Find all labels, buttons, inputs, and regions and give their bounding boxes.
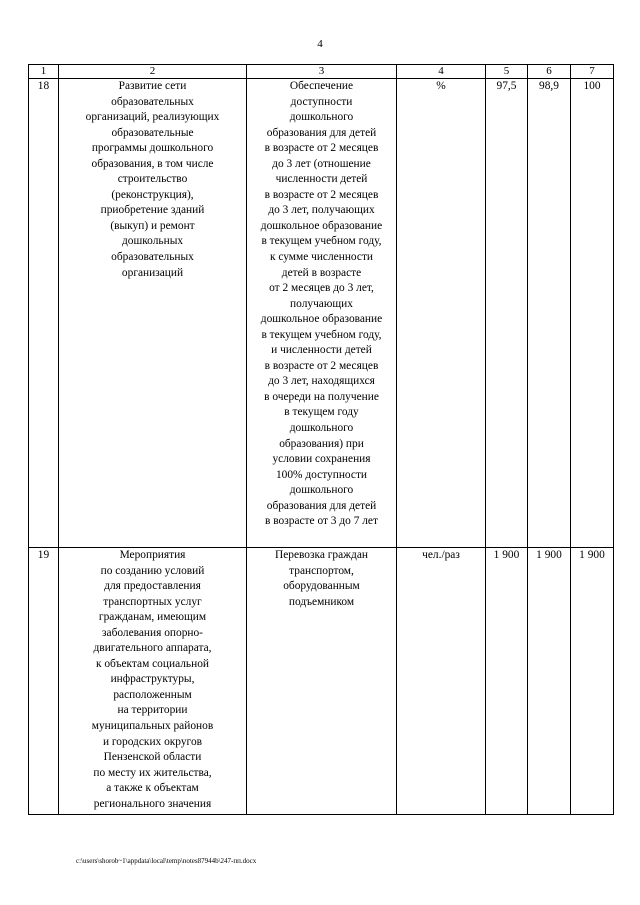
cell-text-line: оборудованным [283, 580, 360, 593]
cell-text-line: инфраструктуры, [110, 673, 195, 686]
cell-text-line: к сумме численности [269, 251, 374, 264]
cell-text-line: подъемником [288, 595, 355, 608]
cell-text-line: образования для детей [266, 126, 377, 139]
header-cell-3: 3 [247, 65, 397, 79]
event-cell [59, 79, 247, 548]
cell-text-line: от 2 месяцев до 3 лет, [269, 282, 374, 295]
cell-text-line: организаций [121, 266, 184, 279]
header-cell-7: 7 [571, 65, 614, 79]
cell-text-line: численности детей [275, 173, 368, 186]
cell-text-line: образовательные [111, 126, 194, 139]
document-table [28, 64, 614, 815]
cell-text-line: и численности детей [271, 344, 372, 357]
cell-text-line: образовательных [111, 95, 194, 108]
cell-text-line: муниципальных районов [91, 720, 214, 733]
cell-text-line: до 3 лет, находящихся [268, 375, 375, 388]
cell-text-line: гражданам, имеющим [98, 611, 207, 624]
cell-text-line: до 3 лет (отношение [272, 157, 371, 170]
cell-text-line: доступности [290, 95, 353, 108]
cell-text-line: строительство [117, 173, 188, 186]
cell-text-line: в возрасте от 2 месяцев [264, 142, 379, 155]
cell-text-line: дошкольных [121, 235, 184, 248]
footer-file-path: c:\users\shorob~1\appdata\local\temp\notes87944b\247-пп.docx [76, 857, 257, 865]
cell-text-line: в возрасте от 3 до 7 лет [265, 515, 378, 528]
cell-text-line: Пензенской области [103, 751, 202, 764]
cell-text-line: в текущем учебном году, [261, 328, 382, 341]
table-row [29, 548, 614, 815]
cell-text-line: Развитие сети [118, 80, 187, 92]
cell-text-line: регионального значения [93, 797, 212, 810]
cell-text-line: дошкольное образование [260, 219, 383, 232]
value-col7-cell: 1 900 [571, 548, 614, 815]
cell-text-line: дошкольное образование [260, 313, 383, 326]
cell-text-line: Обеспечение [289, 80, 354, 92]
header-cell-4: 4 [397, 65, 486, 79]
cell-text-line: к объектам социальной [95, 657, 209, 670]
value-col6-cell: 98,9 [528, 79, 571, 548]
value-col7-cell: 100 [571, 79, 614, 548]
cell-text-line: (реконструкция), [111, 188, 194, 201]
cell-text-line: Перевозка граждан [274, 549, 369, 561]
value-col5-cell: 97,5 [486, 79, 528, 548]
row-number: 18 [29, 79, 59, 548]
cell-text-line: дошкольного [289, 111, 354, 124]
header-cell-1: 1 [29, 65, 59, 79]
cell-text-line: условии сохранения [272, 453, 371, 466]
cell-text-line: в возрасте от 2 месяцев [264, 359, 379, 372]
indicator-cell [247, 79, 397, 548]
cell-text-line: образования) при [279, 437, 364, 450]
cell-text-line: образования, в том числе [91, 157, 214, 170]
cell-text-line: по созданию условий [100, 564, 205, 577]
cell-text-line: до 3 лет, получающих [268, 204, 375, 217]
table-row [29, 79, 614, 548]
header-cell-5: 5 [486, 65, 528, 79]
unit-cell: чел./раз [397, 548, 486, 815]
unit-cell: % [397, 79, 486, 548]
cell-text-line: 100% доступности [275, 468, 368, 481]
row-number: 19 [29, 548, 59, 815]
cell-text-line: дошкольного [289, 422, 354, 435]
event-cell [59, 548, 247, 815]
header-cell-2: 2 [59, 65, 247, 79]
value-col5-cell: 1 900 [486, 548, 528, 815]
value-col6-cell: 1 900 [528, 548, 571, 815]
cell-text-line: образования для детей [266, 499, 377, 512]
cell-text-line: образовательных [111, 251, 194, 264]
cell-text-line: организаций, реализующих [85, 111, 220, 124]
cell-text-line: дошкольного [289, 484, 354, 497]
cell-text-line: Мероприятия [119, 549, 186, 561]
table-header-row [29, 65, 614, 79]
cell-text-line: расположенным [113, 688, 192, 701]
cell-text-line: и городских округов [102, 735, 203, 748]
cell-text-line: для предоставления [104, 580, 201, 593]
cell-text-line: получающих [290, 297, 353, 310]
cell-text-line: в текущем году [284, 406, 359, 419]
cell-text-line: в возрасте от 2 месяцев [264, 188, 379, 201]
cell-text-line: в текущем учебном году, [261, 235, 382, 248]
cell-text-line: (выкуп) и ремонт [110, 219, 195, 232]
cell-text-line: двигательного аппарата, [93, 642, 212, 655]
cell-text-line: транспортных услуг [103, 595, 202, 608]
cell-text-line: заболевания опорно- [102, 626, 203, 639]
cell-text-line: а также к объектам [106, 782, 199, 795]
cell-text-line: по месту их жительства, [93, 766, 212, 779]
header-cell-6: 6 [528, 65, 571, 79]
cell-text-line: программы дошкольного [91, 142, 214, 155]
indicator-cell [247, 548, 397, 815]
cell-text-line: транспортом, [289, 564, 354, 577]
page-number: 4 [317, 38, 323, 50]
cell-text-line: на территории [117, 704, 188, 717]
cell-text-line: детей в возрасте [281, 266, 362, 279]
cell-text-line: приобретение зданий [100, 204, 205, 217]
cell-text-line: в очереди на получение [264, 390, 379, 403]
